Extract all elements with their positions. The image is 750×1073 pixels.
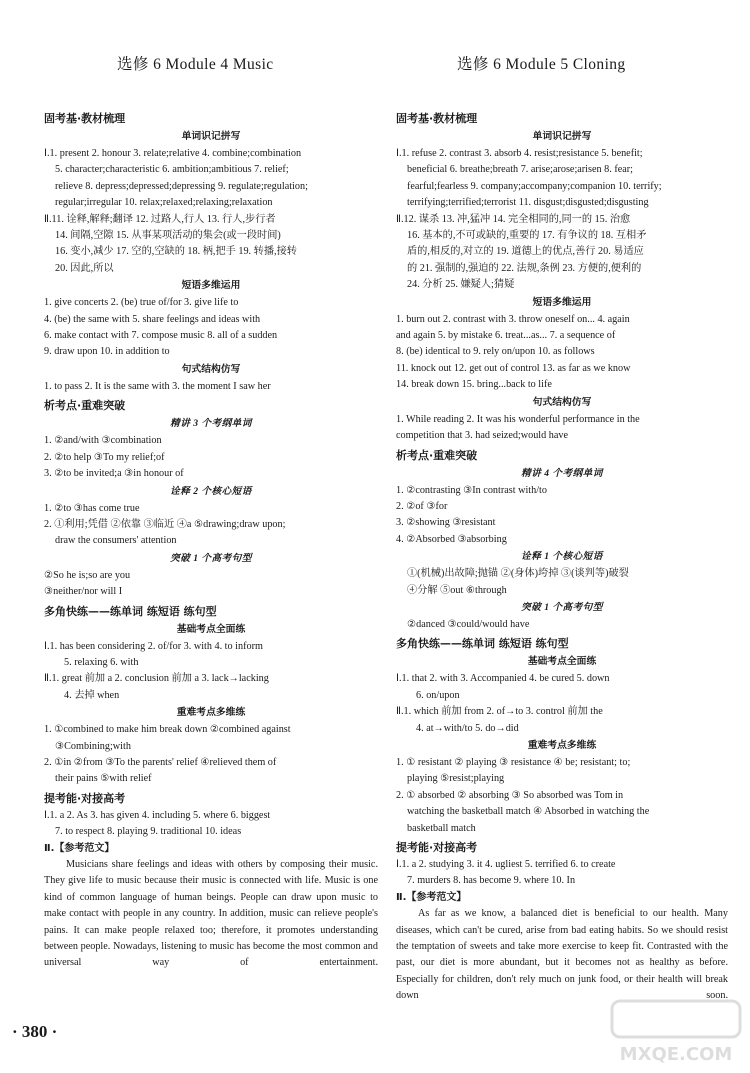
answer-line: 1. ① resistant ② playing ③ resistance ④ be; resistant; to;: [396, 756, 631, 768]
section-heading: 析考点·重难突破: [396, 448, 478, 462]
answer-line: ②So he is;so are you: [44, 569, 131, 581]
page-number: · 380 ·: [12, 1022, 58, 1041]
focus-heading: 诠释 2 个核心短语: [170, 485, 252, 497]
answer-line: 1. While reading 2. It was his wonderful performance in the: [396, 413, 640, 425]
sub-heading: 单词识记拼写: [532, 131, 592, 142]
answer-line: 4. ②Absorbed ③absorbing: [396, 533, 507, 545]
answer-line: 1. give concerts 2. (be) true of/for 3. give life to: [44, 297, 239, 309]
answer-line: 盾的,相反的,对立的 19. 道德上的优点,善行 20. 易适应: [407, 246, 644, 258]
answer-line: ②danced ③could/would have: [407, 618, 530, 630]
answer-line: 4. (be) the same with 5. share feelings and ideas with: [44, 313, 261, 325]
sub-heading: 重难考点多维练: [527, 739, 597, 751]
answer-line: Ⅰ.1. a 2. As 3. has given 4. including 5. where 6. biggest: [44, 809, 271, 821]
model-essay: As far as we know, a balanced diet is beneficial to our health. Many diseases, which can't be cured, arise from bad eating habits. So we should resist the temptation of sweets and take more exercise to keep fit. Contrasted with the past, our diet is more abundant, but it becomes not as healthy as before. Especially for children, don't rely much on junk food, or their health will break down soon.: [396, 908, 728, 1002]
essay-heading: Ⅱ.【参考范文】: [396, 891, 467, 903]
answer-line: relieve 8. depress;depressed;depressing 9. regulate;regulation;: [55, 180, 308, 192]
answer-line: basketball match: [407, 822, 476, 834]
module-5-title: 选修 6 Module 5 Cloning: [457, 56, 626, 73]
answer-line: their pains ⑤with relief: [55, 773, 152, 785]
answer-line: 8. (be) identical to 9. rely on/upon 10. as follows: [396, 346, 595, 358]
answer-line: 1. ②contrasting ③In contrast with/to: [396, 484, 547, 496]
model-essay: Musicians share feelings and ideas with others by composing their music. They give life to music because their music is connected with life. Music is one kind of common language of human beings. People can draw upon music to make contact with people in any country. In addition, music can relieve people's pains. It can make people relaxed too; therefore, it promotes understanding between people. Nowadays, listening to music has become the most common and universal way of entertainment.: [44, 859, 378, 969]
focus-heading: 突破 1 个高考句型: [170, 552, 252, 564]
section-heading: 多角快练——练单词 练短语 练句型: [44, 604, 217, 618]
answer-line: 5. relaxing 6. with: [64, 656, 139, 668]
sub-heading: 基础考点全面练: [527, 656, 597, 668]
focus-heading: 突破 1 个高考句型: [521, 601, 603, 613]
sub-heading: 单词识记拼写: [181, 131, 241, 142]
answer-line: 2. ②of ③for: [396, 500, 448, 512]
answer-line: Ⅱ.1. great 前加 a 2. conclusion 前加 a 3. lack→lacking: [44, 673, 269, 685]
answer-line: 3. ②to be invited;a ③in honour of: [44, 468, 184, 480]
answer-line: and again 5. by mistake 6. treat...as... 7. a sequence of: [396, 330, 616, 342]
answer-line: 2. ① absorbed ② absorbing ③ So absorbed was Tom in: [396, 789, 624, 801]
section-heading: 固考基·教材梳理: [396, 112, 478, 125]
answer-line: 1. ②and/with ③combination: [44, 435, 162, 447]
left-content: [44, 108, 378, 972]
answer-line: ④分解 ⑤out ⑥through: [407, 584, 507, 596]
answer-line: beneficial 6. breathe;breath 7. arise;arose;arisen 8. fear;: [407, 164, 633, 176]
module-4-title: 选修 6 Module 4 Music: [117, 56, 274, 73]
answer-line: ③neither/nor will I: [44, 586, 123, 598]
answer-line: 20. 因此,所以: [55, 262, 114, 274]
answer-line: 3. ②showing ③resistant: [396, 517, 496, 529]
answer-line: terrifying;terrified;terrorist 11. disgust;disgusted;disgusting: [407, 197, 649, 209]
sub-heading: 句式结构仿写: [532, 396, 592, 408]
answer-line: 1. ①combined to make him break down ②combined against: [44, 724, 291, 736]
answer-line: 11. knock out 12. get out of control 13. as far as we know: [396, 362, 631, 374]
answer-line: Ⅰ.1. a 2. studying 3. it 4. ugliest 5. terrified 6. to create: [396, 859, 616, 870]
answer-line: watching the basketball match ④ Absorbed in watching the: [407, 806, 650, 818]
answer-line: regular;irregular 10. relax;relaxed;relaxing;relaxation: [55, 197, 273, 209]
focus-heading: 诠释 1 个核心短语: [521, 551, 603, 563]
answer-line: 5. character;characteristic 6. ambition;ambitious 7. relief;: [55, 164, 289, 176]
sub-heading: 句式结构仿写: [181, 363, 241, 375]
answer-line: 1. burn out 2. contrast with 3. throw oneself on... 4. again: [396, 313, 630, 325]
answer-line: 2. ①in ②from ③To the parents' relief ④relieved them of: [44, 756, 277, 768]
section-heading: 提考能·对接高考: [396, 841, 478, 854]
answer-line: fearful;fearless 9. company;accompany;companion 10. terrify;: [407, 180, 662, 192]
sub-heading: 短语多维运用: [532, 296, 592, 308]
answer-line: 6. on/upon: [416, 689, 460, 701]
answer-line: ③Combining;with: [55, 740, 131, 752]
answer-line: 7. murders 8. has become 9. where 10. In: [407, 875, 576, 887]
answer-line: 6. make contact with 7. compose music 8. all of a sudden: [44, 330, 278, 342]
section-heading: 固考基·教材梳理: [44, 112, 126, 125]
answer-line: 1. ②to ③has come true: [44, 502, 140, 514]
answer-line: 24. 分析 25. 嫌疑人;猜疑: [407, 279, 515, 291]
answer-line: 2. ②to help ③To my relief;of: [44, 451, 165, 463]
essay-heading: Ⅱ.【参考范文】: [44, 842, 115, 854]
answer-line: 1. to pass 2. It is the same with 3. the moment I saw her: [44, 380, 271, 392]
section-heading: 提考能·对接高考: [44, 791, 126, 805]
answer-line: 7. to respect 8. playing 9. traditional 10. ideas: [55, 826, 242, 838]
watermark-logo: [606, 997, 746, 1067]
answer-line: Ⅱ.11. 诠释,解释;翻译 12. 过路人,行人 13. 行人,步行者: [44, 213, 276, 225]
answer-line: 4. 去掉 when: [64, 689, 120, 701]
focus-heading: 精讲 3 个考纲单词: [170, 418, 252, 430]
answer-line: playing ⑤resist;playing: [407, 773, 505, 785]
answer-line: 16. 变小,减少 17. 空的,空缺的 18. 柄,把手 19. 转播,接转: [55, 246, 297, 258]
focus-heading: 精讲 4 个考纲单词: [521, 467, 603, 479]
answer-line: Ⅱ.1. which 前加 from 2. of→to 3. control 前加 the: [396, 706, 603, 718]
answer-line: Ⅰ.1. refuse 2. contrast 3. absorb 4. resist;resistance 5. benefit;: [396, 148, 643, 159]
section-heading: 多角快练——练单词 练短语 练句型: [396, 637, 569, 651]
answer-line: draw the consumers' attention: [55, 535, 177, 547]
answer-line: 2. ①利用;凭借 ②依靠 ③临近 ④a ⑤drawing;draw upon;: [44, 518, 286, 530]
answer-line: Ⅰ.1. has been considering 2. of/for 3. with 4. to inform: [44, 640, 263, 652]
answer-line: Ⅰ.1. present 2. honour 3. relate;relative 4. combine;combination: [44, 148, 302, 159]
answer-line: 9. draw upon 10. in addition to: [44, 346, 170, 358]
answer-line: Ⅰ.1. that 2. with 3. Accompanied 4. be cured 5. down: [396, 673, 610, 685]
answer-line: 4. at→with/to 5. do→did: [416, 722, 519, 734]
answer-line: 的 21. 强制的,强迫的 22. 法规,条例 23. 方便的,便利的: [407, 262, 642, 274]
sub-heading: 基础考点全面练: [176, 623, 246, 635]
answer-line: 14. 间隔,空隙 15. 从事某项活动的集会(或一段时间): [55, 230, 281, 242]
answer-line: competition that 3. had seized;would have: [396, 430, 569, 442]
answer-line: ①(机械)出故障;抛锚 ②(身体)垮掉 ③(谈判等)破裂: [407, 568, 629, 580]
answer-line: Ⅱ.12. 谋杀 13. 冲,猛冲 14. 完全相同的,同一的 15. 治愈: [396, 213, 631, 225]
right-content: [396, 108, 728, 1005]
watermark-text: MXQE.COM: [619, 1044, 733, 1065]
sub-heading: 短语多维运用: [181, 280, 241, 292]
answer-line: 16. 基本的,不可或缺的,重要的 17. 有争议的 18. 互相矛: [407, 230, 647, 242]
sub-heading: 重难考点多维练: [176, 707, 246, 719]
section-heading: 析考点·重难突破: [44, 399, 126, 413]
answer-line: 14. break down 15. bring...back to life: [396, 379, 552, 391]
